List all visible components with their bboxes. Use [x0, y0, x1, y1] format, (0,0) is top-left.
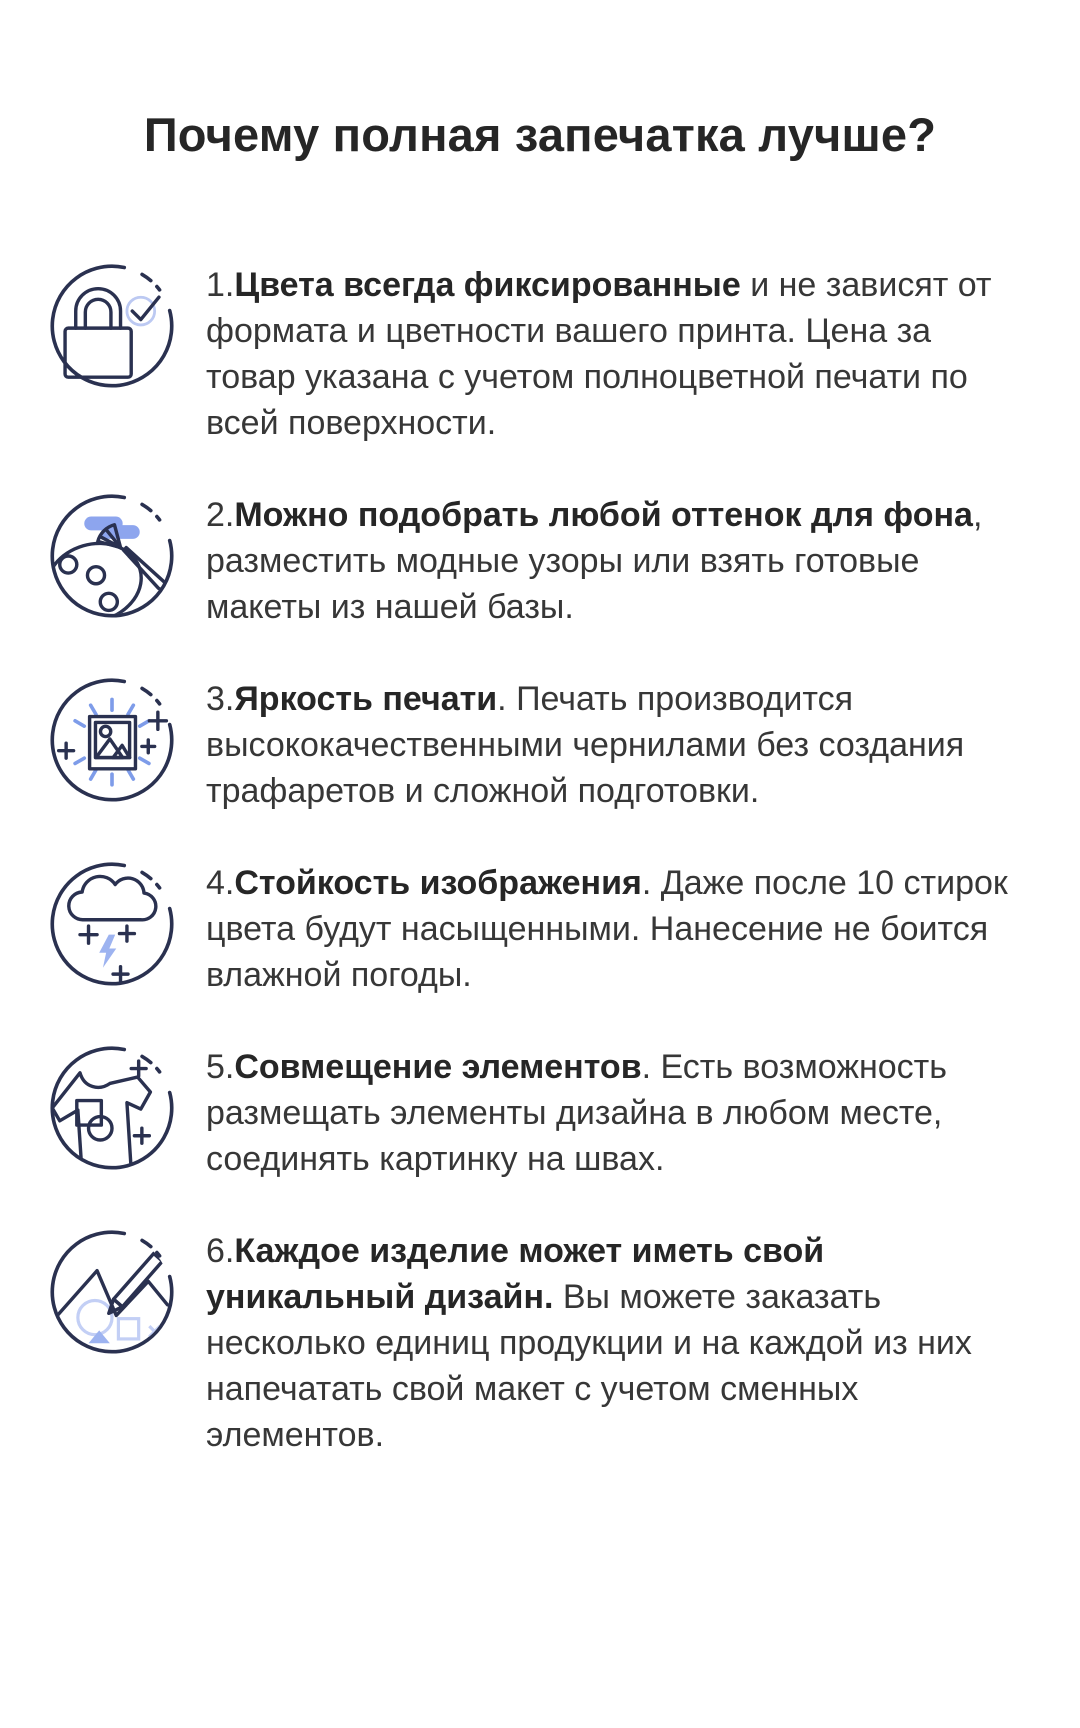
benefit-item-3 [48, 676, 1040, 814]
page-title: Почему полная запечатка лучше? [143, 108, 937, 161]
bright-print-icon [48, 676, 176, 804]
benefit-item-2 [48, 492, 1040, 630]
infographic-page [0, 108, 1080, 1458]
benefit-text-5: 5.Совмещение элементов. Есть возможность размещать элементы дизайна в любом месте, соединять картинку на швах. [206, 1048, 947, 1178]
benefit-item-5 [48, 1044, 1040, 1182]
benefit-text-2: 2.Можно подобрать любой оттенок для фона, разместить модные узоры или взять готовые макеты из нашей базы. [206, 496, 983, 626]
benefits-list [48, 262, 1040, 1458]
benefit-text-3: 3.Яркость печати. Печать производится высококачественными чернилами без создания трафаретов и сложной подготовки. [206, 680, 965, 810]
tshirt-elements-icon [48, 1044, 176, 1172]
benefit-text-4: 4.Стойкость изображения. Даже после 10 стирок цвета будут насыщенными. Нанесение не боится влажной погоды. [206, 864, 1008, 994]
benefit-item-1 [48, 262, 1040, 446]
benefit-item-4 [48, 860, 1040, 998]
weather-resistant-icon [48, 860, 176, 988]
lock-check-icon [48, 262, 176, 390]
unique-design-pencil-icon [48, 1228, 176, 1356]
benefit-text-6: 6.Каждое изделие может иметь свой уникальный дизайн. Вы можете заказать несколько единиц продукции и на каждой из них напечатать свой макет с учетом сменных элементов. [206, 1232, 972, 1454]
palette-brush-icon [48, 492, 176, 620]
benefit-item-6 [48, 1228, 1040, 1458]
benefit-text-1: 1.Цвета всегда фиксированные и не зависят от формата и цветности вашего принта. Цена за товар указана с учетом полноцветной печати по всей поверхности. [206, 266, 992, 442]
